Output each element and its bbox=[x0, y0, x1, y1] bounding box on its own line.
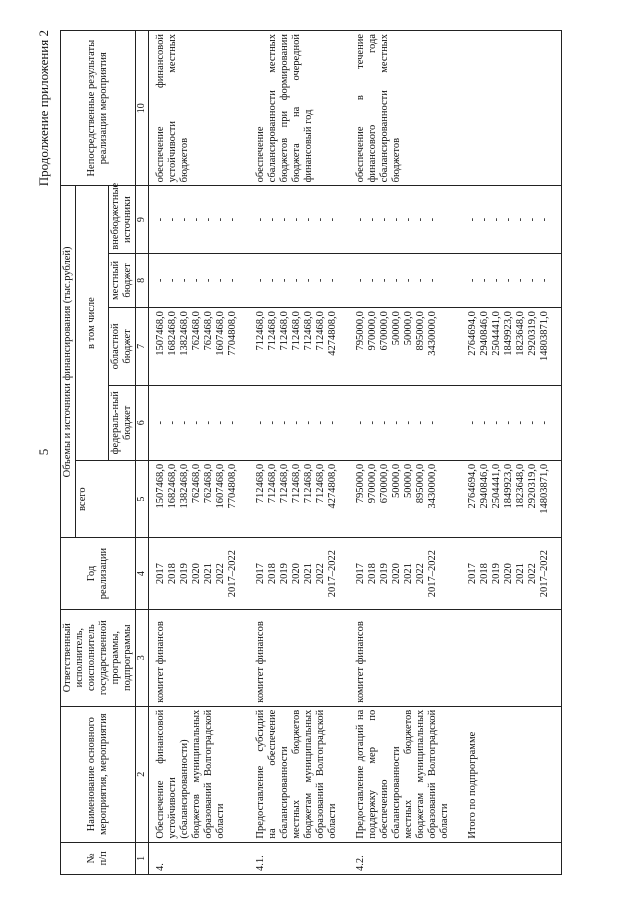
cell-value: - bbox=[327, 217, 338, 222]
cell-value: - bbox=[355, 217, 366, 222]
cell-value: - bbox=[379, 217, 390, 222]
cell-value: 2022 bbox=[527, 563, 538, 585]
row-responsible: комитет финансов bbox=[249, 609, 349, 706]
cell-value: 712468,0 bbox=[267, 311, 278, 351]
cell-value: - bbox=[203, 421, 214, 425]
cell-value: 2940846,0 bbox=[479, 463, 490, 509]
cell-value: 50000,0 bbox=[391, 463, 402, 498]
cell-value: 670000,0 bbox=[379, 463, 390, 504]
cell-value: - bbox=[379, 278, 390, 283]
col-num: 7 bbox=[136, 308, 149, 386]
cell-value: - bbox=[491, 421, 502, 425]
cell-value: 2022 bbox=[315, 563, 326, 585]
cell-value: - bbox=[367, 421, 378, 425]
cell-value: 1682468,0 bbox=[167, 463, 178, 509]
cell-value: 2764694,0 bbox=[467, 463, 478, 509]
cell-value: - bbox=[527, 421, 538, 425]
cell-value: - bbox=[391, 278, 402, 283]
col-num: 2 bbox=[136, 706, 149, 842]
cell-value: 2022 bbox=[215, 563, 226, 585]
header-including: в том числе bbox=[76, 186, 109, 460]
cell-value: - bbox=[191, 421, 202, 425]
cell-value: - bbox=[279, 421, 290, 425]
table-body bbox=[149, 31, 562, 875]
cell-value: - bbox=[467, 278, 478, 283]
row-result: обеспечение финансовой устойчивости местных бюджетов bbox=[149, 31, 250, 186]
cell-value: - bbox=[255, 421, 266, 425]
cell-value: - bbox=[515, 421, 526, 425]
cell-value: 1607468,0 bbox=[215, 463, 226, 509]
cell-value: - bbox=[255, 278, 266, 283]
cell-value: 2019 bbox=[491, 563, 502, 585]
table-row bbox=[249, 31, 349, 875]
cell-value: - bbox=[403, 278, 414, 283]
row-name: Предоставление дотаций на поддержку мер по обеспечению сбалансированности местных бюджетов бюджетам муниципальных образований Волгоградской области bbox=[349, 706, 461, 842]
cell-value: - bbox=[427, 278, 438, 283]
cell-value: - bbox=[227, 217, 238, 222]
cell-value: - bbox=[167, 421, 178, 425]
cell-value: 1849923,0 bbox=[503, 311, 514, 356]
cell-value: - bbox=[539, 278, 550, 283]
row-total bbox=[461, 460, 562, 538]
cell-value: - bbox=[179, 217, 190, 222]
cell-value: - bbox=[379, 421, 390, 425]
cell-value: 712468,0 bbox=[303, 463, 314, 504]
cell-value: 4274808,0 bbox=[327, 463, 338, 509]
row-extrabudget bbox=[149, 186, 250, 253]
cell-value: 2017 bbox=[255, 563, 266, 585]
cell-value: 712468,0 bbox=[291, 463, 302, 504]
cell-value: - bbox=[427, 421, 438, 425]
cell-value: - bbox=[403, 217, 414, 222]
cell-value: 2020 bbox=[391, 563, 402, 585]
col-num: 3 bbox=[136, 609, 149, 706]
row-years bbox=[249, 538, 349, 609]
cell-value: 50000,0 bbox=[403, 311, 414, 346]
cell-value: 2018 bbox=[167, 563, 178, 585]
cell-value: - bbox=[403, 421, 414, 425]
cell-value: - bbox=[527, 217, 538, 222]
cell-value: - bbox=[167, 217, 178, 222]
row-federal bbox=[149, 385, 250, 460]
cell-value: 2504441,0 bbox=[491, 463, 502, 509]
col-num: 10 bbox=[136, 31, 149, 186]
cell-value: 2020 bbox=[191, 563, 202, 585]
cell-value: - bbox=[267, 217, 278, 222]
row-responsible: комитет финансов bbox=[149, 609, 250, 706]
cell-value: 712468,0 bbox=[315, 311, 326, 351]
cell-value: - bbox=[367, 217, 378, 222]
row-total bbox=[249, 460, 349, 538]
row-result bbox=[461, 31, 562, 186]
cell-value: 2940846,0 bbox=[479, 311, 490, 356]
cell-value: 712468,0 bbox=[255, 311, 266, 351]
cell-value: - bbox=[291, 421, 302, 425]
cell-value: - bbox=[291, 278, 302, 283]
cell-value: - bbox=[479, 421, 490, 425]
cell-value: 2017–2022 bbox=[427, 549, 438, 598]
header-total: всего bbox=[76, 460, 136, 538]
cell-value: - bbox=[479, 217, 490, 222]
cell-value: - bbox=[155, 421, 166, 425]
cell-value: 712468,0 bbox=[291, 311, 302, 351]
cell-value: 895000,0 bbox=[415, 463, 426, 504]
cell-value: 712468,0 bbox=[303, 311, 314, 351]
cell-value: - bbox=[367, 278, 378, 283]
cell-value: 1849923,0 bbox=[503, 463, 514, 509]
cell-value: 1382468,0 bbox=[179, 463, 190, 509]
cell-value: 795000,0 bbox=[355, 311, 366, 351]
cell-value: - bbox=[391, 421, 402, 425]
cell-value: - bbox=[479, 278, 490, 283]
cell-value: 670000,0 bbox=[379, 311, 390, 351]
row-result: обеспечение сбалансированности местных бюджетов при формировании бюджета на очередной финансовый год bbox=[249, 31, 349, 186]
cell-value: 2018 bbox=[367, 563, 378, 585]
cell-value: 14803871,0 bbox=[539, 463, 550, 514]
cell-value: - bbox=[515, 278, 526, 283]
cell-value: 762468,0 bbox=[191, 311, 202, 351]
appendix-continuation-title: Продолжение приложения 2 bbox=[36, 30, 51, 187]
row-responsible: комитет финансов bbox=[349, 609, 461, 706]
cell-value: 3430000,0 bbox=[427, 311, 438, 356]
header-federal: федераль-ный бюджет bbox=[109, 385, 136, 460]
cell-value: 2920319,0 bbox=[527, 463, 538, 509]
cell-value: - bbox=[291, 217, 302, 222]
cell-value: - bbox=[215, 217, 226, 222]
cell-value: - bbox=[179, 421, 190, 425]
cell-value: - bbox=[503, 278, 514, 283]
cell-value: 2021 bbox=[203, 563, 214, 585]
header-results: Непосредственные результаты реализации мероприятия bbox=[61, 31, 136, 186]
cell-value: - bbox=[491, 278, 502, 283]
cell-value: 762468,0 bbox=[191, 463, 202, 504]
cell-value: 2019 bbox=[379, 563, 390, 585]
cell-value: 2019 bbox=[179, 563, 190, 585]
cell-value: - bbox=[539, 217, 550, 222]
cell-value: 970000,0 bbox=[367, 463, 378, 504]
cell-value: 2017 bbox=[355, 563, 366, 585]
cell-value: 1382468,0 bbox=[179, 311, 190, 356]
cell-value: 712468,0 bbox=[267, 463, 278, 504]
row-number: 4. bbox=[149, 842, 250, 874]
table-row bbox=[149, 31, 250, 875]
cell-value: - bbox=[155, 217, 166, 222]
cell-value: - bbox=[227, 421, 238, 425]
row-years bbox=[349, 538, 461, 609]
row-regional bbox=[461, 308, 562, 386]
cell-value: 2022 bbox=[415, 563, 426, 585]
row-number bbox=[461, 842, 562, 874]
header-regional: областной бюджет bbox=[109, 308, 136, 386]
cell-value: 50000,0 bbox=[391, 311, 402, 346]
cell-value: 2764694,0 bbox=[467, 311, 478, 356]
row-extrabudget bbox=[461, 186, 562, 253]
cell-value: 3430000,0 bbox=[427, 463, 438, 509]
cell-value: - bbox=[215, 421, 226, 425]
row-regional bbox=[249, 308, 349, 386]
cell-value: 4274808,0 bbox=[327, 311, 338, 356]
cell-value: 2017–2022 bbox=[539, 549, 550, 598]
cell-value: - bbox=[315, 421, 326, 425]
cell-value: - bbox=[467, 421, 478, 425]
row-extrabudget bbox=[349, 186, 461, 253]
cell-value: - bbox=[515, 217, 526, 222]
header-local: местный бюджет bbox=[109, 253, 136, 307]
cell-value: 7704808,0 bbox=[227, 463, 238, 509]
col-num: 9 bbox=[136, 186, 149, 253]
cell-value: 712468,0 bbox=[279, 463, 290, 504]
row-total bbox=[149, 460, 250, 538]
row-result: обеспечение в течение финансового года сбалансированности местных бюджетов bbox=[349, 31, 461, 186]
cell-value: 1507468,0 bbox=[155, 311, 166, 356]
row-regional bbox=[149, 308, 250, 386]
cell-value: 2020 bbox=[503, 563, 514, 585]
cell-value: - bbox=[303, 217, 314, 222]
table-row bbox=[461, 31, 562, 875]
cell-value: 712468,0 bbox=[315, 463, 326, 504]
row-years bbox=[461, 538, 562, 609]
cell-value: - bbox=[267, 278, 278, 283]
cell-value: - bbox=[303, 421, 314, 425]
cell-value: 2017 bbox=[467, 563, 478, 585]
col-num: 4 bbox=[136, 538, 149, 609]
cell-value: - bbox=[155, 278, 166, 283]
cell-value: - bbox=[503, 421, 514, 425]
cell-value: 2018 bbox=[479, 563, 490, 585]
cell-value: 795000,0 bbox=[355, 463, 366, 504]
cell-value: - bbox=[467, 217, 478, 222]
table-row bbox=[349, 31, 461, 875]
cell-value: - bbox=[227, 278, 238, 283]
cell-value: 2017 bbox=[155, 563, 166, 585]
financing-table bbox=[60, 30, 562, 875]
header-volumes: Объемы и источники финансирования (тыс.рублей) bbox=[61, 186, 76, 538]
cell-value: 1607468,0 bbox=[215, 311, 226, 356]
cell-value: 2021 bbox=[515, 563, 526, 585]
cell-value: - bbox=[391, 217, 402, 222]
col-num: 5 bbox=[136, 460, 149, 538]
cell-value: 2021 bbox=[403, 563, 414, 585]
cell-value: - bbox=[327, 278, 338, 283]
cell-value: - bbox=[279, 278, 290, 283]
cell-value: - bbox=[327, 421, 338, 425]
cell-value: 2017–2022 bbox=[327, 549, 338, 598]
row-number: 4.1. bbox=[249, 842, 349, 874]
header-responsible: Ответственный исполнитель, соисполнитель государственной программы, подпрограммы bbox=[61, 609, 136, 706]
cell-value: - bbox=[415, 278, 426, 283]
cell-value: 14803871,0 bbox=[539, 311, 550, 361]
cell-value: 2019 bbox=[279, 563, 290, 585]
row-total bbox=[349, 460, 461, 538]
cell-value: - bbox=[191, 278, 202, 283]
cell-value: - bbox=[355, 421, 366, 425]
row-local bbox=[149, 253, 250, 307]
cell-value: - bbox=[415, 217, 426, 222]
cell-value: - bbox=[179, 278, 190, 283]
row-name: Предоставление субсидий на обеспечение сбалансированности местных бюджетов бюджетам муниципальных образований Волгоградской области bbox=[249, 706, 349, 842]
col-num: 1 bbox=[136, 842, 149, 874]
row-responsible bbox=[461, 609, 562, 706]
cell-value: - bbox=[315, 278, 326, 283]
row-regional bbox=[349, 308, 461, 386]
cell-value: 50000,0 bbox=[403, 463, 414, 498]
cell-value: 1823648,0 bbox=[515, 311, 526, 356]
cell-value: 895000,0 bbox=[415, 311, 426, 351]
cell-value: - bbox=[355, 278, 366, 283]
cell-value: - bbox=[503, 217, 514, 222]
row-number: 4.2. bbox=[349, 842, 461, 874]
cell-value: - bbox=[427, 217, 438, 222]
cell-value: - bbox=[415, 421, 426, 425]
cell-value: 2504441,0 bbox=[491, 311, 502, 356]
row-federal bbox=[249, 385, 349, 460]
row-local bbox=[349, 253, 461, 307]
row-local bbox=[461, 253, 562, 307]
row-name: Итого по подпрограмме bbox=[461, 706, 562, 842]
cell-value: 2020 bbox=[291, 563, 302, 585]
row-extrabudget bbox=[249, 186, 349, 253]
cell-value: - bbox=[255, 217, 266, 222]
cell-value: - bbox=[191, 217, 202, 222]
cell-value: 2920319,0 bbox=[527, 311, 538, 356]
cell-value: - bbox=[215, 278, 226, 283]
column-numbers-row bbox=[136, 31, 149, 875]
cell-value: - bbox=[203, 217, 214, 222]
cell-value: 1507468,0 bbox=[155, 463, 166, 509]
row-federal bbox=[461, 385, 562, 460]
cell-value: - bbox=[491, 217, 502, 222]
cell-value: - bbox=[315, 217, 326, 222]
cell-value: 2017–2022 bbox=[227, 549, 238, 598]
cell-value: 7704808,0 bbox=[227, 311, 238, 356]
cell-value: - bbox=[303, 278, 314, 283]
header-extrabudget: внебюджетные источники bbox=[109, 186, 136, 253]
cell-value: 762468,0 bbox=[203, 463, 214, 504]
cell-value: 1682468,0 bbox=[167, 311, 178, 356]
cell-value: - bbox=[279, 217, 290, 222]
header-num: № п/п bbox=[61, 842, 136, 874]
cell-value: - bbox=[539, 421, 550, 425]
cell-value: 970000,0 bbox=[367, 311, 378, 351]
row-federal bbox=[349, 385, 461, 460]
cell-value: - bbox=[203, 278, 214, 283]
page-number: 5 bbox=[36, 448, 51, 456]
cell-value: - bbox=[267, 421, 278, 425]
row-name: Обеспечение финансовой устойчивости (сбалансированности) бюджетов муниципальных образований Волгоградской области bbox=[149, 706, 250, 842]
cell-value: 712468,0 bbox=[279, 311, 290, 351]
cell-value: 2018 bbox=[267, 563, 278, 585]
cell-value: 712468,0 bbox=[255, 463, 266, 504]
row-years bbox=[149, 538, 250, 609]
header-year: Год реализации bbox=[61, 538, 136, 609]
col-num: 8 bbox=[136, 253, 149, 307]
row-local bbox=[249, 253, 349, 307]
cell-value: - bbox=[527, 278, 538, 283]
cell-value: 2021 bbox=[303, 563, 314, 585]
cell-value: - bbox=[167, 278, 178, 283]
header-name: Наименование основного мероприятия, мероприятия bbox=[61, 706, 136, 842]
cell-value: 762468,0 bbox=[203, 311, 214, 351]
cell-value: 1823648,0 bbox=[515, 463, 526, 509]
col-num: 6 bbox=[136, 385, 149, 460]
